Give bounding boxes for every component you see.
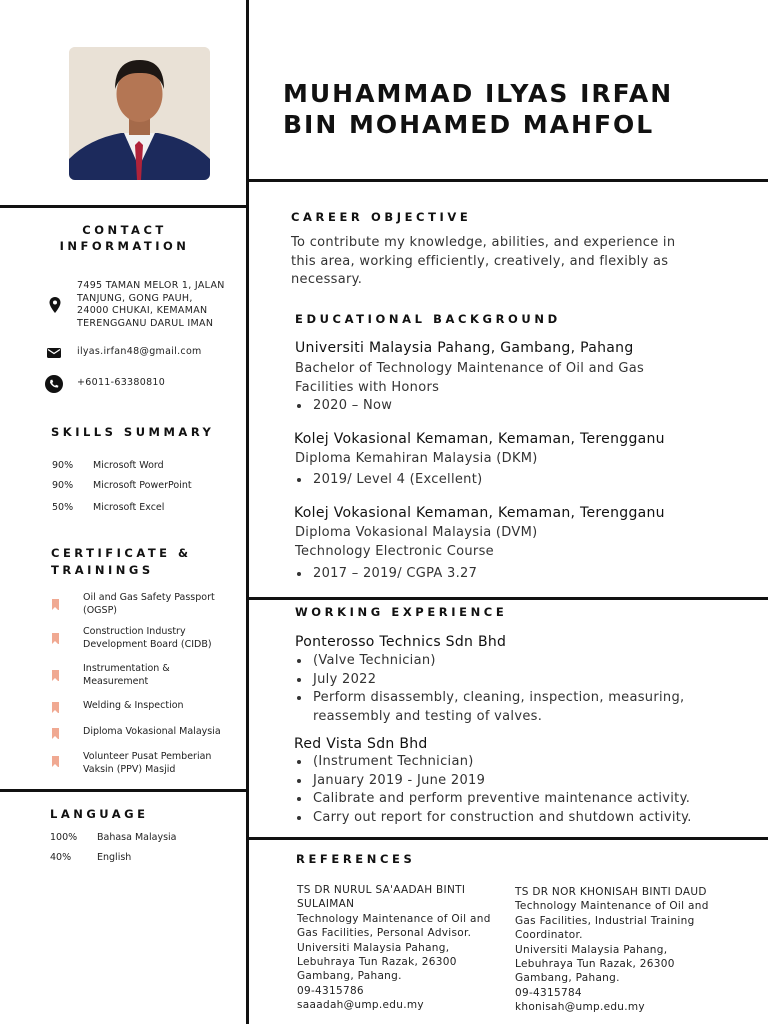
education-detail: 2020 – Now [295,397,392,416]
skill-level: 90% [52,460,74,471]
skills-heading: SKILLS SUMMARY [51,425,215,439]
skill-name: Microsoft PowerPoint [93,480,192,491]
education-school: Kolej Vokasional Kemaman, Kemaman, Terengganu [294,505,665,521]
language-level: 40% [50,852,72,863]
education-detail: 2019/ Level 4 (Excellent) [295,471,482,490]
education-heading: EDUCATIONAL BACKGROUND [295,312,561,326]
reference-name: TS DR NURUL SA'AADAH BINTI SULAIMAN [297,884,466,911]
reference-name: TS DR NOR KHONISAH BINTI DAUD [515,886,707,898]
name-line-2: BIN MOHAMED MAHFOL [283,110,655,139]
name-line-1: MUHAMMAD ILYAS IRFAN [283,79,674,108]
certificates-heading: CERTIFICATE & TRAININGS [51,546,192,577]
envelope-icon [47,347,61,358]
bookmark-icon [52,756,59,767]
bookmark-icon [52,702,59,713]
language-name: Bahasa Malaysia [97,832,177,843]
job-company: Ponterosso Technics Sdn Bhd [295,634,507,650]
phone-icon [45,375,63,393]
sidebar-divider-photo [0,205,249,208]
main-divider-header [249,179,768,182]
contact-email[interactable]: ilyas.irfan48@gmail.com [77,346,202,357]
career-objective-heading: CAREER OBJECTIVE [291,210,472,224]
reference-1 [297,883,502,1013]
reference-role: Technology Maintenance of Oil and Gas Facilities, Personal Advisor. [297,912,491,940]
main-divider-work [249,597,768,600]
education-school: Universiti Malaysia Pahang, Gambang, Pahang [295,340,634,356]
job-company: Red Vista Sdn Bhd [294,736,428,752]
contact-heading: CONTACT INFORMATION [59,223,190,253]
reference-role: Technology Maintenance of Oil and Gas Facilities, Industrial Training Coordinator. [515,900,709,942]
bookmark-icon [52,728,59,739]
skill-level: 90% [52,480,74,491]
bookmark-icon [52,670,59,681]
contact-address: 7495 TAMAN MELOR 1, JALAN TANJUNG, GONG PAUH, 24000 CHUKAI, KEMAMAN TERENGGANU DARUL IMAN [77,280,225,329]
reference-address: Universiti Malaysia Pahang, Lebuhraya Tun Razak, 26300 Gambang, Pahang. [297,941,457,983]
education-program: Bachelor of Technology Maintenance of Oil and Gas Facilities with Honors [295,361,645,395]
left-column-divider [246,0,249,1024]
reference-email[interactable]: saaadah@ump.edu.my [297,999,424,1012]
education-program: Diploma Vokasional Malaysia (DVM) [295,525,538,540]
references-heading: REFERENCES [296,852,416,866]
reference-email[interactable]: khonisah@ump.edu.my [515,1001,645,1014]
contact-phone[interactable]: +6011-63380810 [77,377,166,388]
reference-phone: 09-4315784 [515,986,582,999]
work-heading: WORKING EXPERIENCE [295,605,508,619]
bookmark-icon [52,599,59,610]
career-objective-text: To contribute my knowledge, abilities, and experience in this area, working efficiently, creatively, and flexibly as necessary. [291,235,676,287]
reference-2 [515,885,720,1015]
reference-address: Universiti Malaysia Pahang, Lebuhraya Tun Razak, 26300 Gambang, Pahang. [515,943,675,985]
education-program-course: Technology Electronic Course [295,544,494,559]
profile-photo [69,47,210,180]
language-level: 100% [50,832,78,843]
job-bullets: (Valve Technician) July 2022 Perform disassembly, cleaning, inspection, measuring, reassembly and testing of valves. [295,652,715,726]
main-divider-references [249,837,768,840]
location-pin-icon [49,297,61,313]
skill-name: Microsoft Word [93,460,164,471]
reference-phone: 09-4315786 [297,984,364,997]
sidebar-divider-language [0,789,249,792]
education-program: Diploma Kemahiran Malaysia (DKM) [295,451,538,466]
education-school: Kolej Vokasional Kemaman, Kemaman, Terengganu [294,431,665,447]
language-name: English [97,852,132,863]
candidate-name [283,78,673,140]
bookmark-icon [52,633,59,644]
skill-name: Microsoft Excel [93,502,165,513]
language-heading: LANGUAGE [50,807,149,821]
job-bullets: (Instrument Technician) January 2019 - June 2019 Calibrate and perform preventive maintenance activity. Carry out report for construction and shutdown activity. [295,753,725,827]
skill-level: 50% [52,502,74,513]
education-detail: 2017 – 2019/ CGPA 3.27 [295,565,477,584]
